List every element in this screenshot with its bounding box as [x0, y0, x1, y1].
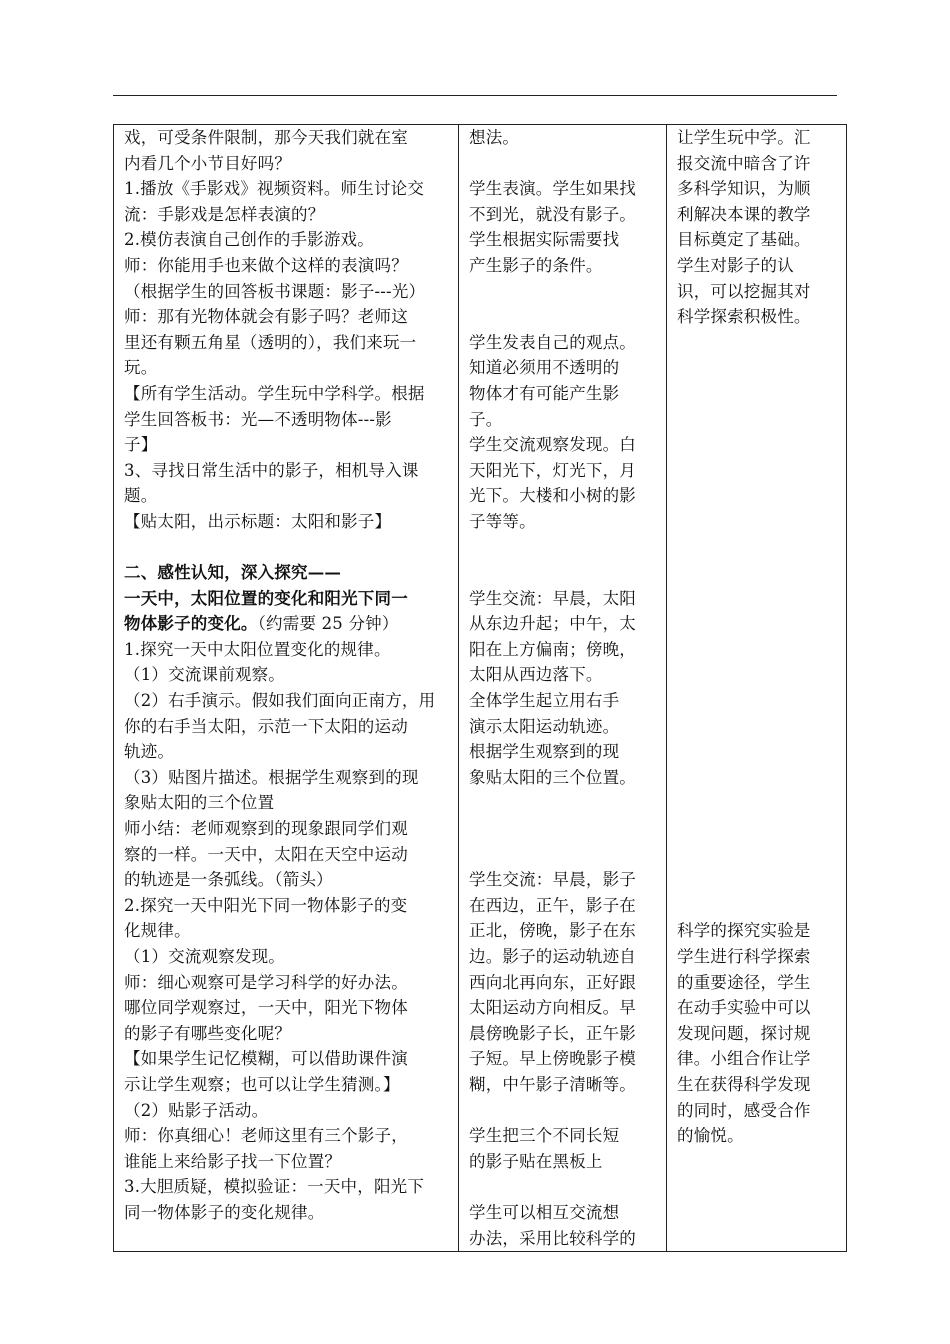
text-line-content: 轨迹。	[124, 742, 175, 762]
text-line	[124, 637, 450, 663]
text-line-content: 学生回答板书：光—不透明物体---影	[124, 409, 392, 429]
text-line-content: 边。影子的运动轨迹自	[469, 947, 636, 966]
text-line-content: （1）交流观察发现。	[124, 947, 285, 966]
text-line	[469, 560, 658, 586]
text-line	[677, 355, 838, 381]
text-line-content: 物体才有可能产生影	[469, 383, 620, 403]
text-line	[124, 227, 450, 253]
text-line-content: 同一物体影子的变化规律。	[124, 1202, 325, 1222]
text-line	[469, 995, 658, 1021]
text-line-content: 知道必须用不透明的	[469, 358, 620, 378]
text-line	[677, 509, 838, 535]
student-activity-text	[469, 125, 658, 1251]
text-line	[469, 432, 658, 458]
text-line-content: 演示太阳运动轨迹。	[469, 716, 620, 736]
text-line-content: 的重要途径，学生	[677, 972, 811, 992]
text-line-content: 象贴太阳的三个位置。	[469, 767, 636, 787]
text-line	[124, 995, 450, 1021]
text-line-content: 想法。	[469, 128, 520, 147]
text-line-content: 一天中，太阳位置的变化和阳光下同一	[124, 588, 408, 608]
text-line	[124, 483, 450, 509]
text-line-content: 师：你真细心！老师这里有三个影子，	[124, 1126, 408, 1146]
text-line	[124, 1149, 450, 1175]
text-line	[124, 381, 450, 407]
text-line	[124, 739, 450, 765]
text-line	[677, 867, 838, 893]
text-line	[469, 125, 658, 151]
text-line	[124, 867, 450, 893]
text-line-content: 学生交流观察发现。白	[469, 435, 636, 455]
text-line	[124, 688, 450, 714]
text-line	[677, 458, 838, 484]
text-line	[469, 458, 658, 484]
text-line-content: （根据学生的回答板书课题：影子---光）	[124, 281, 426, 301]
text-line	[677, 970, 838, 996]
text-line	[469, 253, 658, 279]
text-line-content: 师：那有光物体就会有影子吗？老师这	[124, 307, 408, 327]
text-line-content: 3.大胆质疑，模拟验证：一天中，阳光下	[124, 1177, 425, 1197]
text-line	[124, 586, 450, 612]
text-line	[124, 970, 450, 996]
text-line	[124, 1200, 450, 1226]
text-line	[469, 611, 658, 637]
text-line	[677, 944, 838, 970]
text-line	[124, 458, 450, 484]
text-line	[469, 1098, 658, 1124]
text-line	[677, 842, 838, 868]
text-line	[469, 1174, 658, 1200]
text-line	[469, 867, 658, 893]
design-intent-text	[677, 125, 838, 1149]
text-line	[124, 765, 450, 791]
text-line	[124, 842, 450, 868]
text-line	[124, 407, 450, 433]
text-line-content: 晨傍晚影子长，正午影	[469, 1023, 636, 1043]
text-line	[469, 1149, 658, 1175]
header-rule	[113, 95, 837, 96]
text-line	[469, 688, 658, 714]
table-row	[114, 125, 847, 1252]
text-line	[124, 1098, 450, 1124]
text-line	[677, 790, 838, 816]
text-line	[469, 279, 658, 305]
text-line	[677, 637, 838, 663]
text-line-content: 在西边，正午，影子在	[469, 895, 636, 915]
text-line-content: 象贴太阳的三个位置	[124, 793, 275, 813]
text-line	[469, 816, 658, 842]
text-line-content: 正北，傍晚，影子在东	[469, 921, 636, 941]
text-line-content: 发现问题，探讨规	[677, 1023, 811, 1043]
text-line	[677, 176, 838, 202]
text-line-content: 学生交流：早晨，影子	[469, 870, 636, 890]
text-line-content: 学生交流：早晨，太阳	[469, 588, 636, 608]
text-line	[124, 1046, 450, 1072]
text-line-content: 学生表演。学生如果找	[469, 179, 636, 199]
text-line	[124, 816, 450, 842]
text-line	[677, 125, 838, 151]
text-line-content: 流：手影戏是怎样表演的？	[124, 204, 325, 224]
text-line	[469, 227, 658, 253]
text-line	[677, 535, 838, 561]
text-line-content: 子等等。	[469, 511, 536, 531]
text-line	[677, 560, 838, 586]
text-line	[677, 995, 838, 1021]
text-line-content: 阳在上方偏南；傍晚，	[469, 639, 636, 659]
text-line	[677, 816, 838, 842]
text-line-content: 生在获得科学发现	[677, 1074, 811, 1094]
text-line	[677, 1021, 838, 1047]
teacher-activity-text	[124, 125, 450, 1226]
text-line	[469, 483, 658, 509]
text-line	[677, 918, 838, 944]
text-line-content: （2）右手演示。假如我们面向正南方，用	[124, 691, 436, 711]
text-line-content: （3）贴图片描述。根据学生观察到的现	[124, 767, 419, 787]
text-line	[677, 739, 838, 765]
text-line	[469, 970, 658, 996]
text-line-content: 多科学知识，为顺	[677, 179, 811, 199]
text-line-content: 办法，采用比较科学的	[469, 1228, 636, 1248]
text-line	[124, 1072, 450, 1098]
text-line	[469, 330, 658, 356]
text-line	[677, 1123, 838, 1149]
text-line	[469, 1226, 658, 1252]
text-line-content: 天阳光下，灯光下，月	[469, 460, 636, 480]
text-line-content: 1.播放《手影戏》视频资料。师生讨论交	[124, 179, 425, 199]
teacher-activity-cell	[114, 125, 459, 1252]
text-line-content: 里还有颗五角星（透明的），我们来玩一	[124, 332, 417, 352]
text-line	[124, 304, 450, 330]
text-line	[124, 253, 450, 279]
text-line-content: 学生进行科学探索	[677, 947, 811, 966]
design-intent-cell	[667, 125, 847, 1252]
text-line	[124, 151, 450, 177]
text-line	[124, 432, 450, 458]
text-line-content: 报交流中暗含了许	[677, 153, 811, 173]
text-line	[124, 944, 450, 970]
text-line	[469, 1072, 658, 1098]
text-line	[677, 202, 838, 228]
text-line-content: 玩。	[124, 358, 158, 378]
text-line-content: 根据学生观察到的现	[469, 742, 620, 762]
text-line	[469, 662, 658, 688]
text-line	[677, 765, 838, 791]
text-line	[469, 893, 658, 919]
text-line-content: 学生根据实际需要找	[469, 230, 620, 250]
text-line	[469, 509, 658, 535]
text-line-content: 师小结：老师观察到的现象跟同学们观	[124, 819, 408, 839]
text-line-content: 产生影子的条件。	[469, 255, 603, 275]
text-line	[677, 227, 838, 253]
text-line	[677, 714, 838, 740]
text-line	[124, 1021, 450, 1047]
text-line-content: 子】	[124, 435, 158, 455]
text-line-content: 的影子贴在黑板上	[469, 1151, 603, 1171]
text-line-content: 的愉悦。	[677, 1126, 744, 1146]
text-line-content: 1.探究一天中太阳位置变化的规律。	[124, 639, 391, 659]
text-line	[677, 330, 838, 356]
text-line-content: 学生发表自己的观点。	[469, 332, 636, 352]
text-line-content: 太阳从西边落下。	[469, 665, 603, 685]
text-line-content: 哪位同学观察过，一天中，阳光下物体	[124, 998, 408, 1018]
text-line	[124, 176, 450, 202]
text-line-content: 从东边升起；中午，太	[469, 614, 636, 634]
text-line-content: 子短。早上傍晚影子模	[469, 1049, 636, 1069]
text-line-content: 学生可以相互交流想	[469, 1202, 620, 1222]
text-line	[677, 688, 838, 714]
text-line	[124, 714, 450, 740]
text-line	[469, 918, 658, 944]
text-line-content: 让学生玩中学。汇	[677, 128, 811, 147]
text-line	[124, 790, 450, 816]
text-line	[677, 483, 838, 509]
text-line	[124, 1123, 450, 1149]
text-line	[677, 586, 838, 612]
text-line	[677, 407, 838, 433]
text-line	[469, 1046, 658, 1072]
text-line	[469, 1021, 658, 1047]
text-line	[469, 176, 658, 202]
text-line-content: 识，可以挖掘其对	[677, 281, 811, 301]
text-line	[124, 509, 450, 535]
text-line	[469, 535, 658, 561]
text-line-content: 糊，中午影子清晰等。	[469, 1074, 636, 1094]
text-line-content: 谁能上来给影子找一下位置？	[124, 1151, 342, 1171]
text-line-content: 察的一样。一天中，太阳在天空中运动	[124, 844, 408, 864]
text-line-content: 二、感性认知，深入探究——	[124, 563, 342, 583]
text-line-content: 学生把三个不同长短	[469, 1126, 620, 1146]
text-line	[124, 202, 450, 228]
text-line-content: 2.探究一天中阳光下同一物体影子的变	[124, 895, 408, 915]
text-line	[124, 662, 450, 688]
text-line-content: 光下。大楼和小树的影	[469, 486, 636, 506]
text-line	[677, 1046, 838, 1072]
text-line-content: 内看几个小节目好吗？	[124, 153, 291, 173]
text-line	[677, 893, 838, 919]
text-line	[469, 714, 658, 740]
text-line-content: 3、寻找日常生活中的影子，相机导入课	[124, 460, 419, 480]
text-line	[677, 381, 838, 407]
text-line	[469, 151, 658, 177]
text-line-content: 你的右手当太阳，示范一下太阳的运动	[124, 716, 408, 736]
student-activity-cell	[459, 125, 667, 1252]
text-line	[469, 842, 658, 868]
text-line-content: （1）交流课前观察。	[124, 665, 285, 685]
text-line	[469, 637, 658, 663]
text-line-content: 师：你能用手也来做个这样的表演吗？	[124, 255, 408, 275]
text-line-content: 示让学生观察；也可以让学生猜测。】	[124, 1074, 400, 1094]
text-line	[469, 202, 658, 228]
text-line	[469, 407, 658, 433]
text-line	[469, 1123, 658, 1149]
text-line	[677, 432, 838, 458]
lesson-plan-table	[113, 124, 847, 1252]
text-line-content: 律。小组合作让学	[677, 1049, 811, 1069]
text-line	[677, 1098, 838, 1124]
text-line-content: 目标奠定了基础。	[677, 230, 811, 250]
text-line-content: 科学的探究实验是	[677, 921, 811, 941]
text-line-content: 不到光，就没有影子。	[469, 204, 636, 224]
text-line	[124, 535, 450, 561]
text-line	[677, 253, 838, 279]
text-line	[469, 1200, 658, 1226]
text-line	[124, 355, 450, 381]
text-line-content: 在动手实验中可以	[677, 998, 811, 1018]
text-line-content: 西向北再向东，正好跟	[469, 972, 636, 992]
text-line	[677, 279, 838, 305]
text-line-content: 戏，可受条件限制，那今天我们就在室	[124, 128, 408, 147]
text-line	[124, 918, 450, 944]
text-line	[469, 355, 658, 381]
text-line	[469, 304, 658, 330]
text-line-content: 的轨迹是一条弧线。（箭头）	[124, 870, 333, 890]
text-line-tail: （约需要 25 分钟）	[257, 614, 399, 634]
text-line	[469, 765, 658, 791]
text-line-content: 化规律。	[124, 921, 191, 941]
text-line-content: 利解决本课的教学	[677, 204, 811, 224]
text-line	[124, 125, 450, 151]
text-line	[469, 739, 658, 765]
text-line	[677, 1072, 838, 1098]
text-line	[677, 151, 838, 177]
text-line	[124, 330, 450, 356]
text-line	[124, 893, 450, 919]
text-line-content: 的影子有哪些变化呢？	[124, 1023, 291, 1043]
text-line-content: 【如果学生记忆模糊，可以借助课件演	[124, 1049, 408, 1069]
text-line	[469, 944, 658, 970]
text-line-content: 师：细心观察可是学习科学的好办法。	[124, 972, 408, 992]
text-line	[677, 662, 838, 688]
text-line-content: 的同时，感受合作	[677, 1100, 811, 1120]
text-line-content: 科学探索积极性。	[677, 307, 811, 327]
text-line-content: 物体影子的变化。	[124, 614, 258, 634]
text-line	[469, 586, 658, 612]
text-line-content: 太阳运动方向相反。早	[469, 998, 636, 1018]
text-line	[124, 611, 450, 637]
text-line	[677, 304, 838, 330]
text-line	[469, 790, 658, 816]
text-line-content: 【所有学生活动。学生玩中学科学。根据	[124, 383, 425, 403]
text-line	[469, 381, 658, 407]
text-line	[124, 1174, 450, 1200]
text-line-content: 题。	[124, 486, 158, 506]
text-line-content: 全体学生起立用右手	[469, 691, 620, 711]
text-line-content: （2）贴影子活动。	[124, 1100, 269, 1120]
text-line-content: 子。	[469, 409, 503, 429]
text-line	[677, 611, 838, 637]
text-line-content: 【贴太阳，出示标题：太阳和影子】	[124, 511, 392, 531]
text-line-content: 学生对影子的认	[677, 255, 794, 275]
text-line	[124, 560, 450, 586]
text-line-content: 2.模仿表演自己创作的手影游戏。	[124, 230, 374, 250]
text-line	[124, 279, 450, 305]
